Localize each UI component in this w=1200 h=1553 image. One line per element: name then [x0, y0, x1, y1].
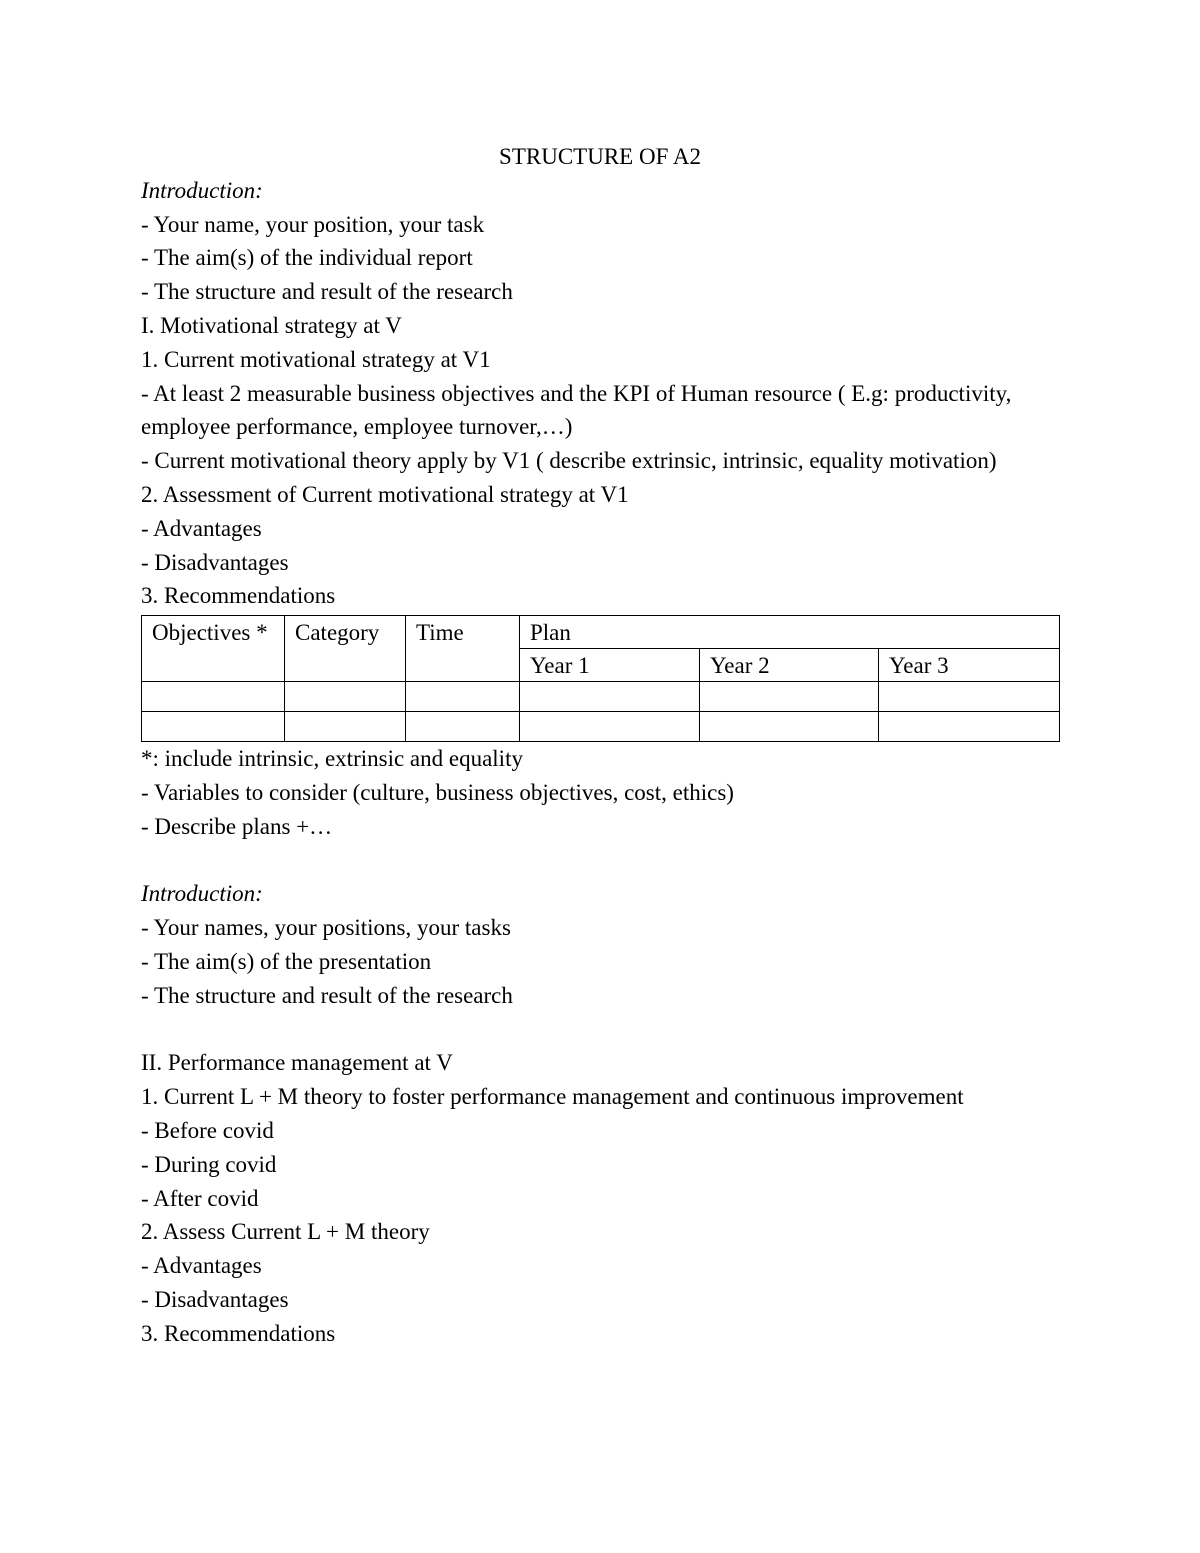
assessment-item-advantages: - Advantages: [141, 515, 262, 541]
table-row: [142, 712, 1060, 742]
table-header-year-1: Year 1: [520, 649, 700, 682]
subsection-heading-recommendations: 3. Recommendations: [141, 583, 336, 609]
theory-item-during-covid: - During covid: [141, 1151, 277, 1177]
assess-item-advantages: - Advantages: [141, 1253, 262, 1279]
table-cell: [520, 682, 700, 712]
assessment-item-disadvantages: - Disadvantages: [141, 549, 289, 575]
subsection-heading-current-strategy: 1. Current motivational strategy at V1: [141, 346, 491, 372]
subsection-heading-current-theory: 1. Current L + M theory to foster performance management and continuous improvement: [141, 1084, 964, 1110]
part1-intro-item: - The structure and result of the research: [141, 279, 513, 305]
section-heading-performance-management: II. Performance management at V: [141, 1050, 453, 1076]
subsection-heading-assessment: 2. Assessment of Current motivational strategy at V1: [141, 481, 629, 507]
table-header-objectives: Objectives *: [142, 616, 285, 682]
table-cell: [879, 682, 1060, 712]
table-footnote: *: include intrinsic, extrinsic and equality: [141, 746, 523, 772]
theory-item-before-covid: - Before covid: [141, 1117, 274, 1143]
table-cell: [285, 682, 406, 712]
part2-intro-item: - The aim(s) of the presentation: [141, 948, 432, 974]
subsection-item-theory: - Current motivational theory apply by V1 ( describe extrinsic, intrinsic, equality motivation): [141, 448, 997, 474]
table-cell: [700, 712, 879, 742]
part1-intro-heading: Introduction:: [141, 177, 263, 203]
table-header-category: Category: [285, 616, 406, 682]
table-cell: [520, 712, 700, 742]
recommendation-item-plans: - Describe plans +…: [141, 813, 333, 839]
assess-item-disadvantages: - Disadvantages: [141, 1286, 289, 1312]
subsection-heading-recommendations-2: 3. Recommendations: [141, 1320, 336, 1346]
subsection-heading-assess-theory: 2. Assess Current L + M theory: [141, 1219, 430, 1245]
recommendation-item-variables: - Variables to consider (culture, business objectives, cost, ethics): [141, 779, 734, 805]
table-cell: [285, 712, 406, 742]
subsection-item-objectives: - At least 2 measurable business objectives and the KPI of Human resource ( E.g: productivity, employee performance, employee turnover,…): [141, 380, 1012, 440]
document-page: [141, 140, 1061, 1351]
table-header-year-2: Year 2: [700, 649, 879, 682]
table-header-row: [142, 616, 1060, 649]
part2-intro-item: - Your names, your positions, your tasks: [141, 915, 511, 941]
table-cell: [406, 712, 520, 742]
spacer: [141, 1013, 1061, 1047]
part2-intro-item: - The structure and result of the research: [141, 982, 513, 1008]
document-title: STRUCTURE OF A2: [499, 144, 701, 169]
table-cell: [142, 682, 285, 712]
part2-intro-heading: Introduction:: [141, 881, 263, 907]
table-cell: [700, 682, 879, 712]
theory-item-after-covid: - After covid: [141, 1185, 259, 1211]
table-cell: [142, 712, 285, 742]
section-heading-motivational-strategy: I. Motivational strategy at V: [141, 312, 402, 338]
table-header-plan: Plan: [520, 616, 1060, 649]
table-cell: [879, 712, 1060, 742]
spacer: [141, 844, 1061, 878]
part1-intro-item: - Your name, your position, your task: [141, 211, 485, 237]
recommendations-plan-table: [141, 615, 1060, 742]
table-cell: [406, 682, 520, 712]
part1-intro-item: - The aim(s) of the individual report: [141, 245, 473, 271]
table-row: [142, 682, 1060, 712]
table-header-time: Time: [406, 616, 520, 682]
table-header-year-3: Year 3: [879, 649, 1060, 682]
